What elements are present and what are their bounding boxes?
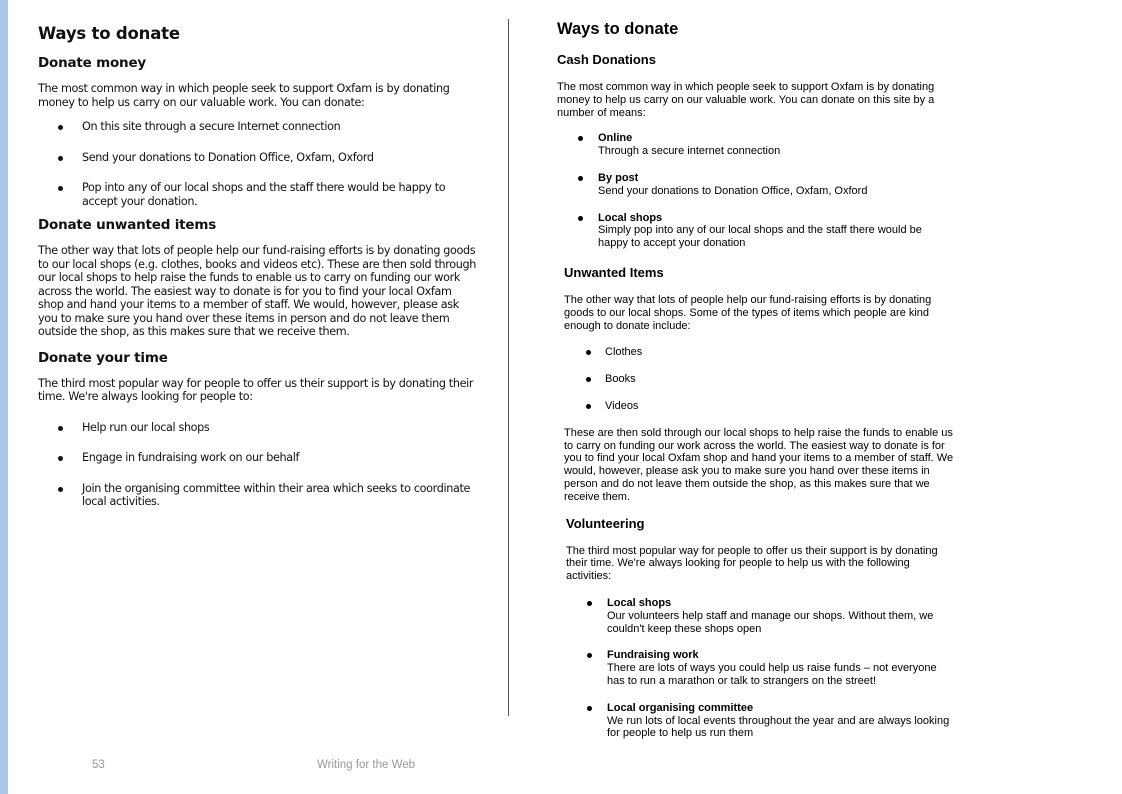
bullet-icon — [578, 136, 583, 141]
right-volunteering-intro: The third most popular way for people to offer us their support is by donating their time. We're always looking for people to help us with the following activities: — [566, 544, 938, 583]
footer-doc-title: Writing for the Web — [317, 759, 416, 771]
column-divider — [508, 19, 509, 716]
left-donate-time-list — [38, 421, 478, 509]
list-item: Join the organising committee within their area which seeks to coordinate local activities. — [38, 482, 478, 509]
left-heading-donate-money: Donate money — [38, 55, 147, 71]
bullet-icon — [587, 706, 592, 711]
list-item: By post Send your donations to Donation Office, Oxfam, Oxford — [557, 172, 967, 198]
list-item: Pop into any of our local shops and the staff there would be happy to accept your donation. — [38, 181, 478, 208]
list-item: Local shops Our volunteers help staff and manage our shops. Without them, we couldn't keep these shops open — [566, 597, 957, 635]
list-item: Local shops Simply pop into any of our local shops and the staff there would be happy to accept your donation — [557, 212, 938, 250]
bullet-icon — [58, 156, 63, 161]
bullet-icon — [587, 653, 592, 658]
left-donate-items-text: The other way that lots of people help our fund-raising efforts is by donating goods to our local shops (e.g. clothes, books and videos etc). These are then sold through our local shops to help raise the funds to enable us to carry on funding our work across the world. The easiest way to donate is for you to find your local Oxfam shop and hand your items to a member of staff. We would, however, please ask you to make sure you hand over these items in person and do not leave them outside the shop, as this makes sure that we receive them. — [38, 244, 477, 338]
list-item: Send your donations to Donation Office, Oxfam, Oxford — [38, 151, 478, 165]
right-heading-volunteering: Volunteering — [566, 515, 645, 531]
bullet-icon — [586, 350, 591, 355]
bullet-icon — [578, 216, 583, 221]
bullet-icon — [586, 377, 591, 382]
list-item: Help run our local shops — [38, 421, 478, 435]
right-cash-intro: The most common way in which people seek to support Oxfam is by donating money to help us carry on our valuable work. You can donate on this site by a number of means: — [557, 81, 935, 119]
bullet-icon — [58, 186, 63, 191]
right-cash-list — [557, 132, 967, 250]
list-item: On this site through a secure Internet connection — [38, 120, 478, 134]
left-donate-time-intro: The third most popular way for people to offer us their support is by donating their time. We're always looking for people to: — [38, 376, 474, 403]
left-heading-donate-items: Donate unwanted items — [38, 217, 217, 233]
left-donate-money-list — [38, 120, 478, 208]
left-page-column — [38, 24, 478, 509]
bullet-icon — [586, 404, 591, 409]
right-unwanted-text: These are then sold through our local shops to help raise the funds to enable us to carry on funding our work across the world. The easiest way to donate is for you to find your local Oxfam shop and hand your items to a member of staff. We would, however, please ask you to make sure you hand over these items in person and do not leave them outside the shop, as this makes sure that we receive them. — [564, 426, 954, 503]
list-item: Books — [564, 373, 967, 386]
right-volunteering-list — [566, 597, 967, 740]
bullet-icon — [58, 125, 63, 130]
left-title: Ways to donate — [38, 24, 180, 43]
unwanted-items-section — [564, 265, 967, 504]
right-page-column — [557, 20, 967, 740]
list-item: Clothes — [564, 346, 967, 359]
volunteering-section — [566, 516, 967, 741]
list-item: Engage in fundraising work on our behalf — [38, 451, 478, 465]
right-heading-unwanted-items: Unwanted Items — [564, 264, 664, 280]
right-unwanted-intro: The other way that lots of people help our fund-raising efforts is by donating goods to our local shops. Some of the types of items which people are kind enough to donate include: — [564, 293, 932, 332]
bullet-icon — [578, 176, 583, 181]
list-item: Videos — [564, 400, 967, 413]
list-item: Fundraising work There are lots of ways you could help us raise funds – not everyone has to run a marathon or talk to strangers on the street! — [566, 649, 957, 687]
list-item: Online Through a secure internet connection — [557, 132, 967, 158]
left-accent-bar — [0, 0, 8, 794]
bullet-icon — [587, 601, 592, 606]
list-item: Local organising committee We run lots of local events throughout the year and are always looking for people to help us run them — [566, 702, 957, 740]
left-heading-donate-time: Donate your time — [38, 349, 168, 366]
left-donate-money-intro: The most common way in which people seek to support Oxfam is by donating money to help us carry on our valuable work. You can donate: — [38, 82, 450, 109]
page-number: 53 — [92, 759, 105, 771]
right-unwanted-list — [564, 346, 967, 412]
right-title: Ways to donate — [557, 20, 679, 38]
bullet-icon — [58, 456, 63, 461]
right-heading-cash-donations: Cash Donations — [557, 52, 656, 67]
bullet-icon — [58, 426, 63, 431]
bullet-icon — [58, 487, 63, 492]
